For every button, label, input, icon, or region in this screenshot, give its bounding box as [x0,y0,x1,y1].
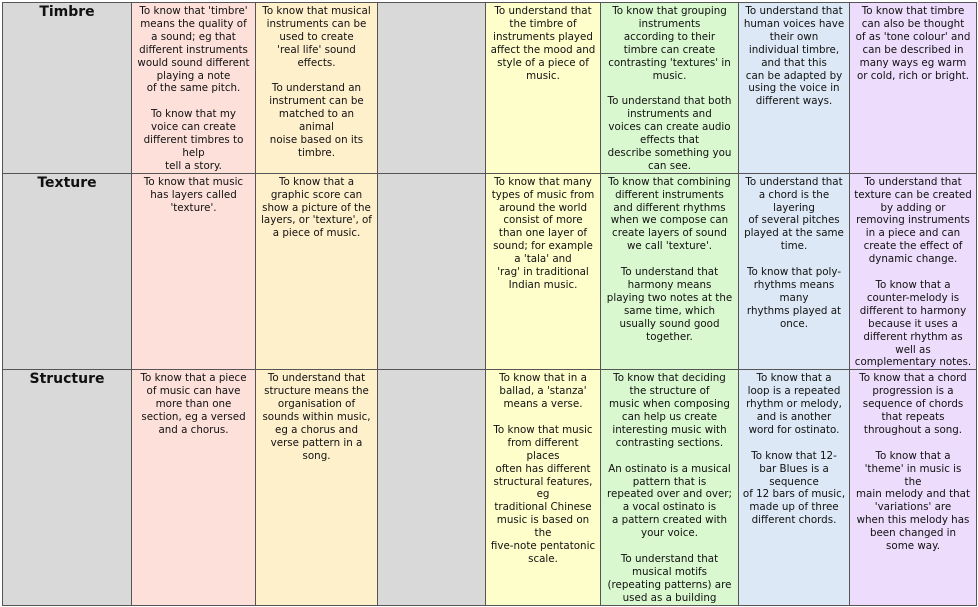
cell-timbre-col6 [739,3,850,174]
cell-timbre-col5 [601,3,739,174]
cell-paragraph: To know that in a ballad, a 'stanza' means a verse. [499,372,587,411]
cell-timbre-col1 [132,3,256,174]
table-row-timbre [3,3,977,174]
cell-paragraph: To know that musical instruments can be used to create 'real life' sound effects. [262,5,371,69]
cell-structure-col6 [739,370,850,605]
cell-paragraph: To understand that human voices have their own individual timbre, and that this can be adapted by using the voice in different ways. [743,5,845,108]
cell-paragraph: To know that a graphic score can show a picture of the layers, or 'texture', of a piece of music. [261,175,372,240]
cell-paragraph: To know that a loop is a repeated rhythm or melody, and is another word for ostinato. [746,372,842,436]
cell-texture-col6 [739,173,850,370]
cell-paragraph: To understand that a chord is the layering of several pitches played at the same time. [744,175,844,253]
cell-paragraph: To know that 12- bar Blues is a sequence of 12 bars of music, made up of three different chords. [742,449,846,527]
cell-texture-col3-empty [378,173,486,370]
row-heading-structure: Structure [3,370,132,605]
music-knowledge-table [2,2,977,606]
cell-paragraph: To know that music from different places often has different structural features, eg traditional Chinese music is based on the five-note pentatonic scale. [490,423,596,566]
cell-structure-col3-empty [378,370,486,605]
cell-texture-col4 [486,173,601,370]
cell-paragraph: To understand that musical motifs (repeating patterns) are used as a building [607,553,732,604]
cell-timbre-col3-empty [378,3,486,174]
cell-paragraph: To understand an instrument can be matched to an animal noise based on its timbre. [269,82,364,159]
row-heading-texture: Texture [3,173,132,370]
cell-paragraph: To know that deciding the structure of music when composing can help us create interesting music with contrasting sections. [609,372,730,449]
cell-texture-col5 [601,173,739,370]
cell-paragraph: To understand that harmony means playing two notes at the same time, which usually sound good together. [606,266,733,343]
cell-paragraph: To know that combining different instruments and different rhythms when we compose can create layers of sound we call 'texture'. [608,175,731,253]
table-row-texture [3,173,977,370]
cell-paragraph: To know that many types of music from around the world consist of more than one layer of sound; for example a 'tala' and 'rag' in traditional Indian music. [491,175,595,292]
cell-paragraph: To know that a counter-melody is different to harmony because it uses a different rhythm as well as complementary notes. [854,279,972,369]
table-row-structure [3,370,977,605]
cell-timbre-col4 [486,3,601,174]
cell-paragraph: To know that my voice can create different timbres to help tell a story. [143,108,244,172]
cell-texture-col7 [850,173,977,370]
cell-paragraph: To know that a 'theme' in music is the main melody and that 'variations' are when this melody has been changed in some way. [856,449,970,553]
row-heading-timbre: Timbre [3,3,132,174]
cell-timbre-col7 [850,3,977,174]
cell-paragraph: To understand that texture can be created by adding or removing instruments in a piece and can create the effect of dynamic change. [854,175,972,266]
cell-structure-col4 [486,370,601,605]
cell-texture-col1 [132,173,256,370]
cell-paragraph: To understand that the timbre of instruments played affect the mood and style of a piece of music. [490,5,596,82]
cell-timbre-col2 [256,3,378,174]
cell-paragraph: To know that poly- rhythms means many rhythms played at once. [746,266,842,330]
cell-paragraph: To know that grouping instruments according to their timbre can create contrasting 'textures' in music. [608,5,731,82]
cell-paragraph: An ostinato is a musical pattern that is repeated over and over; a vocal ostinato is a pattern created with your voice. [606,462,732,540]
cell-texture-col2 [256,173,378,370]
cell-structure-col7 [850,370,977,605]
cell-structure-col5 [601,370,739,605]
cell-structure-col1 [132,370,256,605]
cell-paragraph: To know that 'timbre' means the quality of a sound; eg that different instruments would sound different playing a note of the same pitch. [137,5,250,95]
cell-paragraph: To understand that structure means the organisation of sounds within music, eg a chorus and verse pattern in a song. [262,372,371,462]
cell-paragraph: To understand that both instruments and voices can create audio effects that describe something you can see. [607,95,732,172]
cell-paragraph: To know that a chord progression is a sequence of chords that repeats throughout a song. [859,372,967,436]
cell-paragraph: To know that a piece of music can have more than one section, eg a versed and a chorus. [140,372,247,436]
cell-paragraph: To know that timbre can also be thought of as 'tone colour' and can be described in many ways eg warm or cold, rich or bright. [855,5,971,82]
cell-structure-col2 [256,370,378,605]
cell-paragraph: To know that music has layers called 'texture'. [143,175,244,214]
